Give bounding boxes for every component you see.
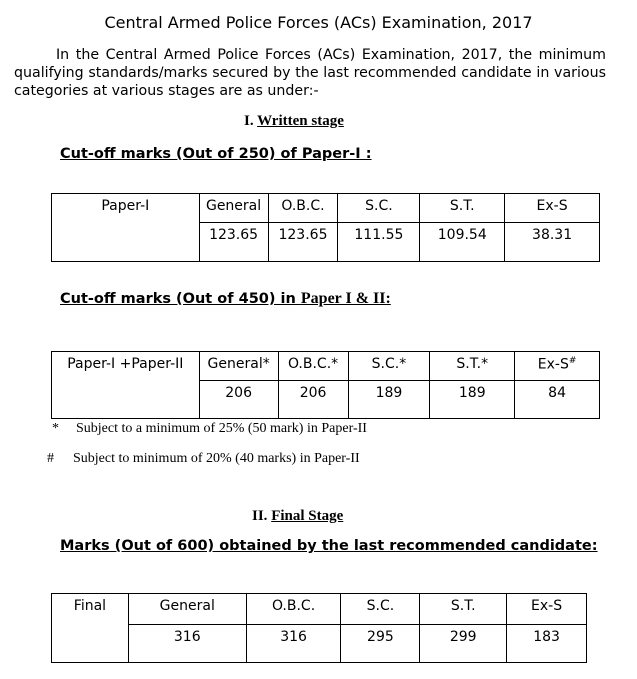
value-exs: 84 (515, 381, 600, 419)
value-st: 109.54 (420, 223, 505, 262)
value-obc: 206 (278, 381, 348, 419)
page-title: Central Armed Police Forces (ACs) Examination, 2017 (104, 13, 533, 32)
final-marks-table (51, 593, 587, 663)
value-st: 299 (420, 625, 507, 663)
header-exs: Ex-S (505, 194, 600, 223)
intro-paragraph (14, 46, 606, 100)
value-general: 316 (128, 625, 246, 663)
table2-heading-text: Cut-off marks (Out of 450) in (60, 291, 301, 307)
header-st: S.T. (420, 194, 505, 223)
written-stage-label: Written stage (257, 113, 344, 129)
header-obc: O.B.C. (268, 194, 338, 223)
header-st: S.T. (420, 594, 507, 625)
value-exs: 38.31 (505, 223, 600, 262)
header-exs: Ex-S (507, 594, 587, 625)
header-exs (515, 352, 600, 381)
written-stage-heading (244, 113, 344, 130)
value-general: 206 (199, 381, 278, 419)
table2-heading (60, 290, 391, 308)
table1-heading: Cut-off marks (Out of 250) of Paper-I : (60, 146, 372, 162)
paper1-2-cutoff-table (51, 351, 600, 419)
header-sc: S.C.* (348, 352, 430, 381)
value-st: 189 (430, 381, 515, 419)
value-obc: 123.65 (268, 223, 338, 262)
header-obc: O.B.C.* (278, 352, 348, 381)
final-stage-numeral: II. (252, 508, 268, 524)
value-sc: 189 (348, 381, 430, 419)
header-exs-sup: # (568, 356, 577, 366)
header-exs-text: Ex-S (537, 356, 569, 373)
footnote-star-text: Subject to a minimum of 25% (50 mark) in Paper-II (76, 421, 367, 436)
final-stage-label: Final Stage (271, 508, 344, 524)
value-sc: 111.55 (338, 223, 420, 262)
final-row-label: Final (52, 594, 129, 663)
paper1-cutoff-table (51, 193, 600, 262)
header-sc: S.C. (338, 194, 420, 223)
footnote-star (0, 421, 637, 441)
paper1-row-label: Paper-I (52, 194, 200, 262)
value-exs: 183 (507, 625, 587, 663)
header-general: General* (199, 352, 278, 381)
value-obc: 316 (246, 625, 341, 663)
header-sc: S.C. (341, 594, 420, 625)
final-stage-heading (252, 508, 343, 525)
footnote-star-mark: * (52, 421, 59, 436)
header-st: S.T.* (430, 352, 515, 381)
value-sc: 295 (341, 625, 420, 663)
footnote-hash (0, 451, 637, 471)
intro-text: In the Central Armed Police Forces (ACs) Examination, 2017, the minimum qualifying standards/marks secured by the last recommended candidate in various categories at various stages are as under:- (14, 47, 606, 99)
table2-heading-papers: Paper I & II: (300, 290, 391, 307)
footnote-hash-mark: # (47, 451, 54, 466)
header-obc: O.B.C. (246, 594, 341, 625)
written-stage-numeral: I. (244, 113, 254, 129)
header-general: General (199, 194, 268, 223)
value-general: 123.65 (199, 223, 268, 262)
paper1-2-row-label: Paper-I +Paper-II (52, 352, 200, 419)
footnote-hash-text: Subject to minimum of 20% (40 marks) in Paper-II (73, 451, 360, 466)
header-general: General (128, 594, 246, 625)
table3-heading: Marks (Out of 600) obtained by the last recommended candidate: (60, 538, 598, 554)
